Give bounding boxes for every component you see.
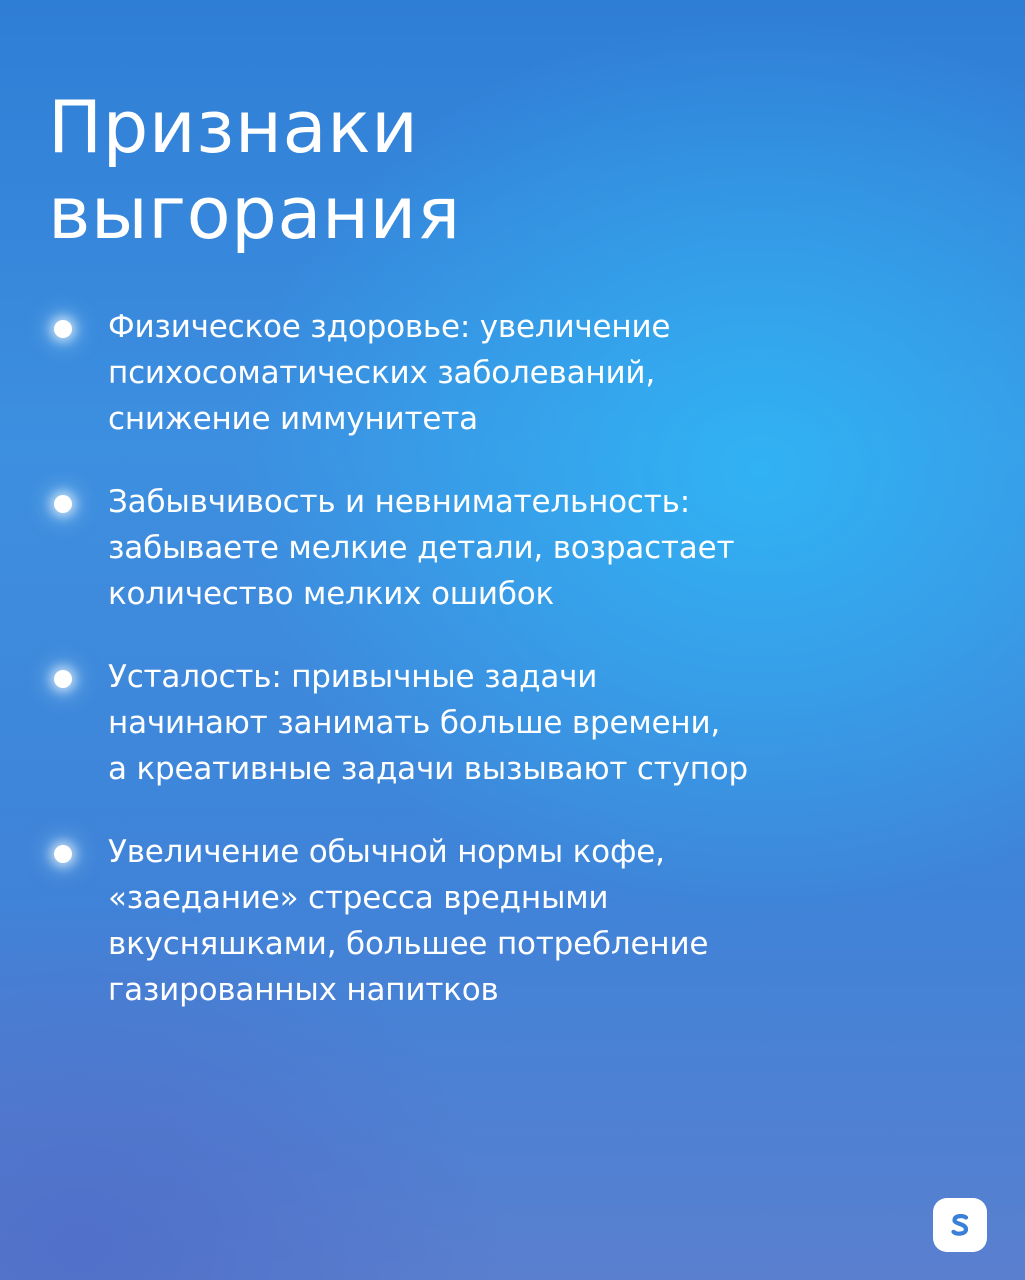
bullet-dot-icon	[54, 670, 72, 688]
symptoms-list	[0, 304, 1025, 1050]
bullet-dot-icon	[54, 495, 72, 513]
list-item	[0, 829, 1025, 1013]
brand-logo	[933, 1198, 987, 1252]
list-item-text: Усталость: привычные задачи начинают занимать больше времени, а креативные задачи вызывают ступор	[108, 659, 749, 787]
bullet-dot-icon	[54, 320, 72, 338]
list-item-text: Увеличение обычной нормы кофе, «заедание» стресса вредными вкусняшками, большее потребление газированных напитков	[108, 834, 709, 1008]
list-item	[0, 304, 1025, 442]
bullet-dot-icon	[54, 845, 72, 863]
page-title: Признаки выгорания	[48, 85, 461, 255]
list-item-text: Физическое здоровье: увеличение психосоматических заболеваний, снижение иммунитета	[108, 309, 671, 437]
list-item	[0, 654, 1025, 792]
list-item	[0, 479, 1025, 617]
s-logo-icon	[943, 1208, 977, 1242]
list-item-text: Забывчивость и невнимательность: забываете мелкие детали, возрастает количество мелких ошибок	[108, 484, 735, 612]
